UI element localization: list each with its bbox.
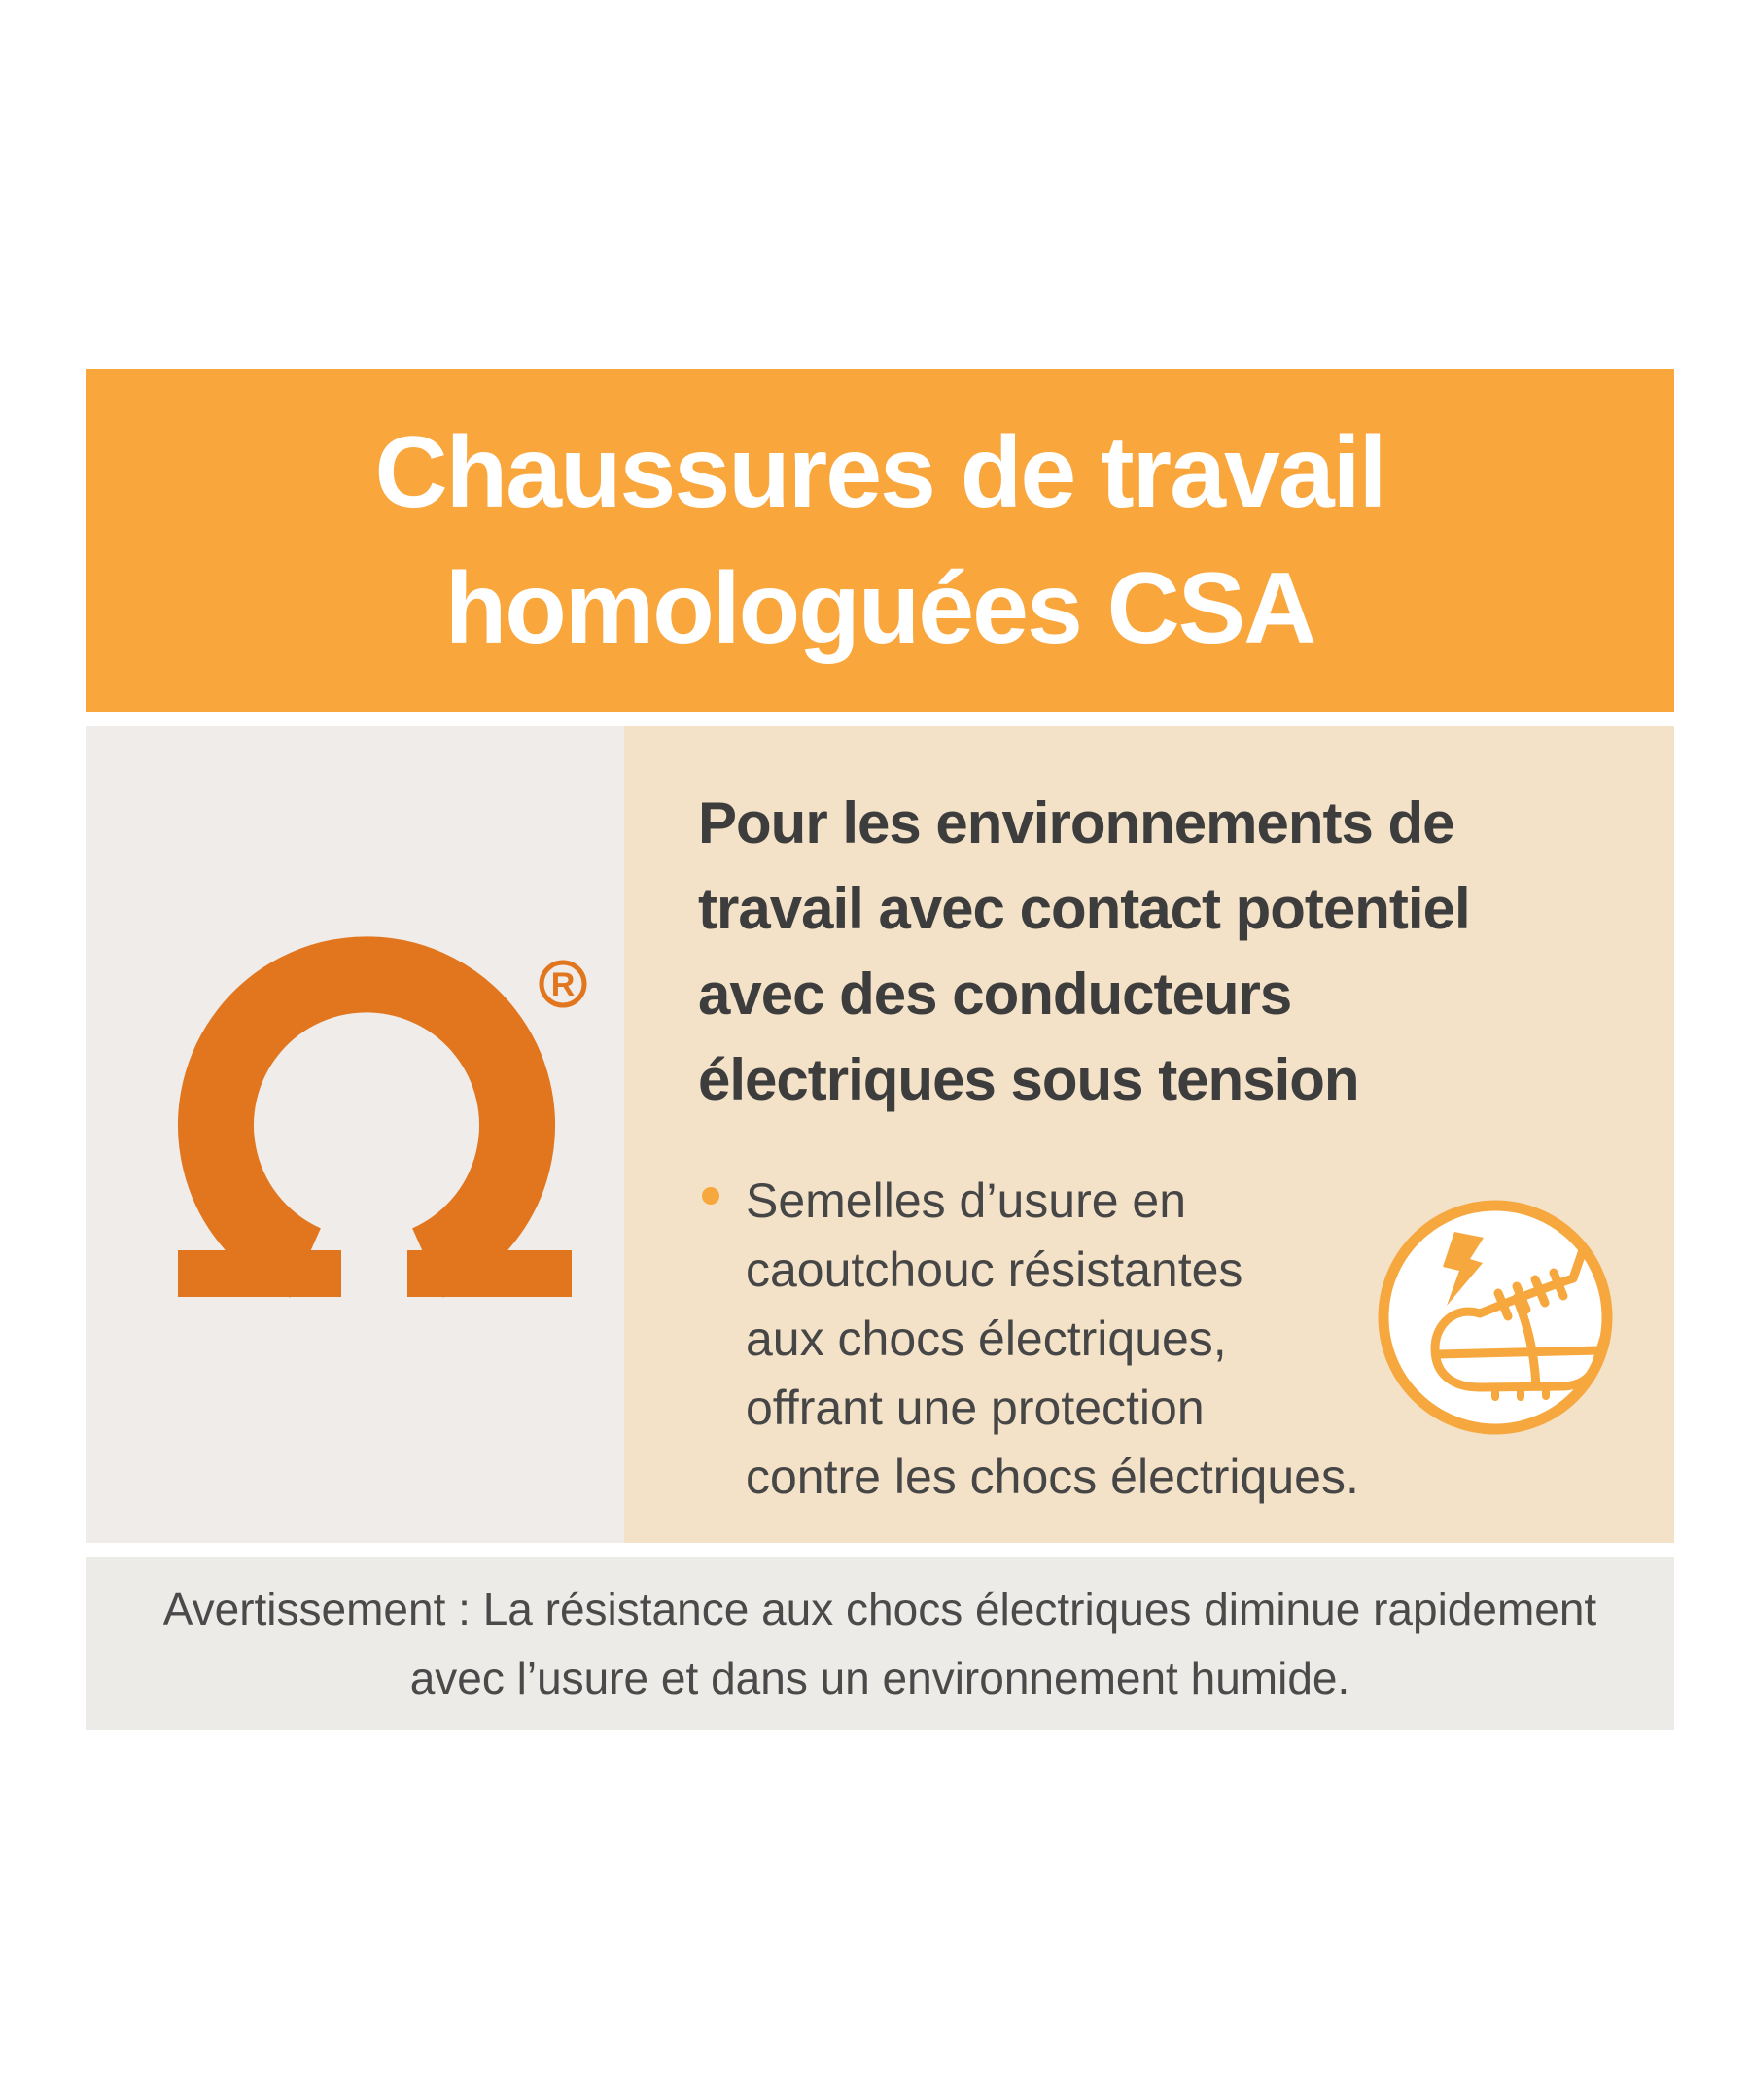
warning-text xyxy=(163,1575,1596,1713)
registered-mark-letter: R xyxy=(550,966,576,1003)
banner-title-line: homologuées CSA xyxy=(444,552,1315,665)
info-heading xyxy=(698,781,1674,1123)
info-heading-line: Pour les environnements de xyxy=(698,790,1454,856)
info-heading-line: avec des conducteurs xyxy=(698,962,1292,1027)
omega-ring xyxy=(216,974,517,1263)
omega-right-foot xyxy=(407,1250,572,1297)
bullet-text-line: aux chocs électriques, xyxy=(746,1312,1227,1366)
banner xyxy=(86,369,1674,712)
warning-bar xyxy=(86,1558,1674,1730)
warning-text-line: avec l’usure et dans un environnement humide. xyxy=(409,1652,1350,1703)
bullet-text-line: contre les chocs électriques. xyxy=(746,1450,1359,1504)
warning-text-line: Avertissement : La résistance aux chocs électriques diminue rapidement xyxy=(162,1583,1597,1634)
omega-left-foot xyxy=(178,1250,341,1297)
banner-title xyxy=(375,404,1385,677)
bullet-text-line: caoutchouc résistantes xyxy=(746,1242,1243,1297)
omega-registered-icon xyxy=(162,934,595,1299)
info-panel xyxy=(624,726,1674,1543)
content-row xyxy=(86,726,1674,1543)
bullet-text-line: Semelles d’usure en xyxy=(746,1173,1187,1228)
bullet-marker xyxy=(702,1187,719,1205)
banner-title-line: Chaussures de travail xyxy=(374,416,1385,529)
info-heading-line: travail avec contact potentiel xyxy=(698,876,1470,941)
electric-shock-resistant-boot-icon xyxy=(1373,1195,1618,1440)
omega-panel xyxy=(86,726,624,1543)
info-heading-line: électriques sous tension xyxy=(698,1047,1359,1112)
bullet-text-line: offrant une protection xyxy=(746,1381,1205,1435)
bullet-text xyxy=(746,1167,1359,1512)
